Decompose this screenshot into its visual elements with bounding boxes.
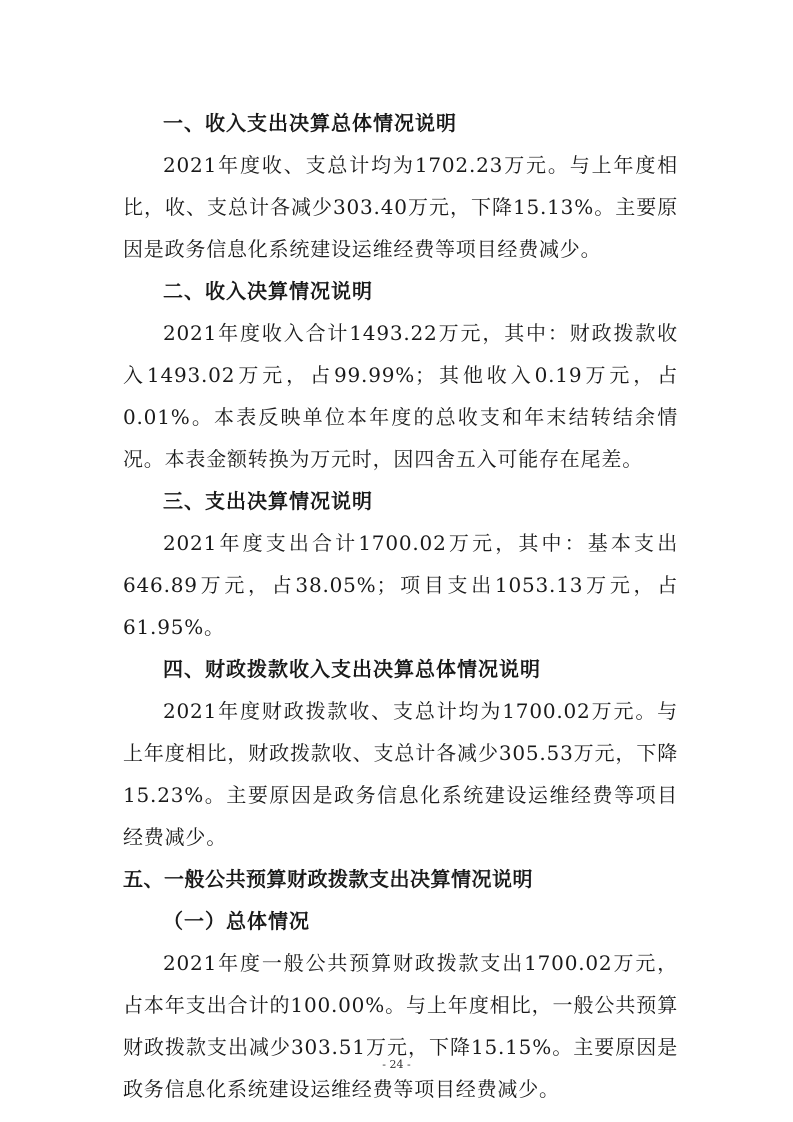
section-paragraph-5: 2021年度一般公共预算财政拨款支出1700.02万元，占本年支出合计的100.00%。与上年度相比，一般公共预算财政拨款支出减少303.51万元，下降15.15%。主要原因是政务信息化系统建设运维经费等项目经费减少。	[123, 951, 678, 1101]
section-heading-2: 二、收入决算情况说明	[163, 279, 373, 303]
section-subheading-5-1: （一）总体情况	[163, 909, 310, 933]
document-body	[123, 102, 678, 1110]
section-heading-4: 四、财政拨款收入支出决算总体情况说明	[163, 657, 541, 681]
section-paragraph-4: 2021年度财政拨款收、支总计均为1700.02万元。与上年度相比，财政拨款收、支总计各减少305.53万元，下降15.23%。主要原因是政务信息化系统建设运维经费等项目经费减少。	[123, 699, 678, 849]
section-heading-1: 一、收入支出决算总体情况说明	[163, 111, 457, 135]
page-number: - 24 -	[382, 1058, 411, 1071]
section-paragraph-2: 2021年度收入合计1493.22万元，其中：财政拨款收入1493.02万元，占99.99%；其他收入0.19万元，占0.01%。本表反映单位本年度的总收支和年末结转结余情况。本表金额转换为万元时，因四舍五入可能存在尾差。	[123, 321, 678, 471]
section-paragraph-3: 2021年度支出合计1700.02万元，其中：基本支出646.89万元，占38.05%；项目支出1053.13万元，占61.95%。	[123, 531, 678, 639]
section-heading-5: 五、一般公共预算财政拨款支出决算情况说明	[123, 867, 533, 891]
section-heading-3: 三、支出决算情况说明	[163, 489, 373, 513]
section-paragraph-1: 2021年度收、支总计均为1702.23万元。与上年度相比，收、支总计各减少303.40万元，下降15.13%。主要原因是政务信息化系统建设运维经费等项目经费减少。	[123, 153, 678, 261]
